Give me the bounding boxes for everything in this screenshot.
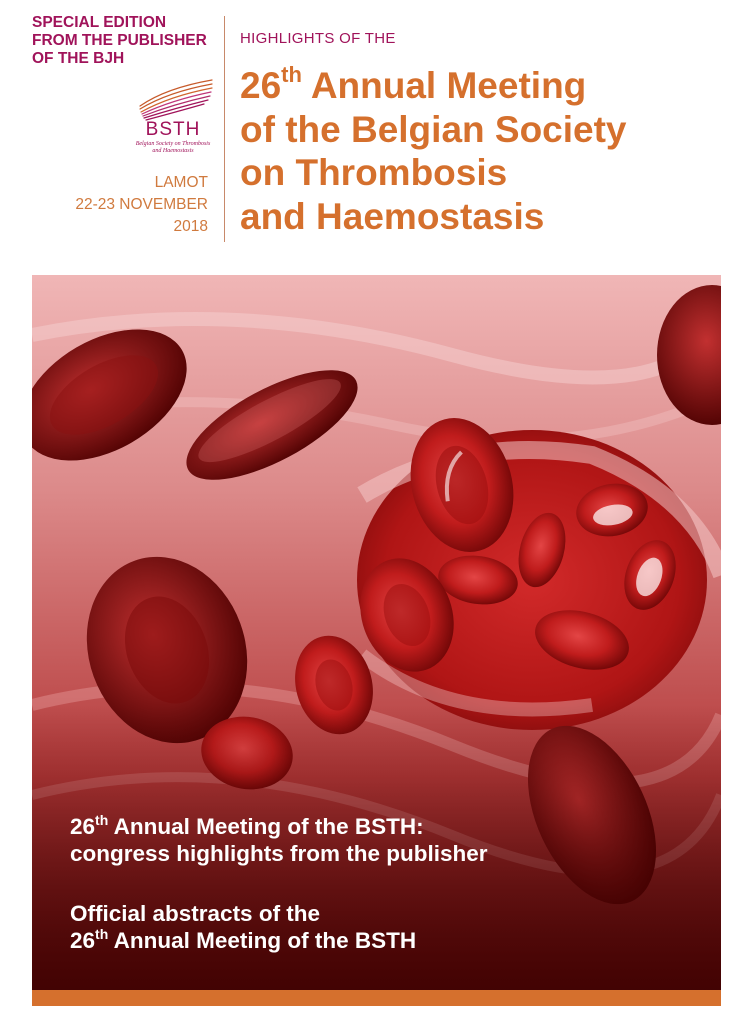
- subtitle-number: 26: [70, 928, 96, 953]
- title-line: of the Belgian Society: [240, 108, 627, 150]
- special-edition-line: SPECIAL EDITION: [32, 14, 167, 31]
- special-edition-label: [32, 14, 222, 68]
- title-line: [240, 64, 627, 108]
- abstracts-subtitle: [70, 900, 416, 954]
- subtitle-number: 26: [70, 814, 96, 839]
- venue-line: LAMOT: [154, 174, 208, 191]
- logo-subtitle: [130, 141, 216, 155]
- title-number: 26: [240, 65, 282, 106]
- special-edition-line: FROM THE PUBLISHER: [32, 32, 207, 49]
- hero-image: [32, 275, 721, 990]
- title-ordinal: th: [281, 62, 302, 87]
- venue-line: 2018: [173, 218, 208, 235]
- highlights-label: HIGHLIGHTS OF THE: [240, 30, 396, 47]
- highlights-subtitle: [70, 813, 488, 867]
- subtitle-rest: Annual Meeting of the BSTH: [108, 928, 417, 953]
- title-line: on Thrombosis: [240, 152, 508, 193]
- subtitle-rest: Annual Meeting of the BSTH:: [108, 814, 424, 839]
- subtitle-line: [70, 927, 416, 954]
- blood-cells-illustration: [32, 275, 721, 990]
- special-edition-line: OF THE BJH: [32, 50, 125, 67]
- logo-subtitle-line: and Haemostasis: [152, 148, 194, 154]
- logo-name: BSTH: [145, 119, 201, 140]
- venue-info: [75, 172, 208, 238]
- logo-subtitle-line: Belgian Society on Thrombosis: [135, 141, 211, 147]
- subtitle-ordinal: th: [95, 926, 109, 942]
- header-divider: [224, 16, 225, 242]
- subtitle-line: Official abstracts of the: [70, 901, 321, 926]
- subtitle-line: [70, 813, 488, 840]
- subtitle-line: congress highlights from the publisher: [70, 841, 488, 866]
- footer-bar: [32, 990, 721, 1006]
- title-line: and Haemostasis: [240, 195, 545, 237]
- bsth-logo: [130, 120, 216, 155]
- subtitle-ordinal: th: [95, 812, 109, 828]
- venue-line: 22-23 NOVEMBER: [75, 196, 208, 213]
- page-title: [240, 64, 627, 238]
- title-rest: Annual Meeting: [301, 65, 587, 106]
